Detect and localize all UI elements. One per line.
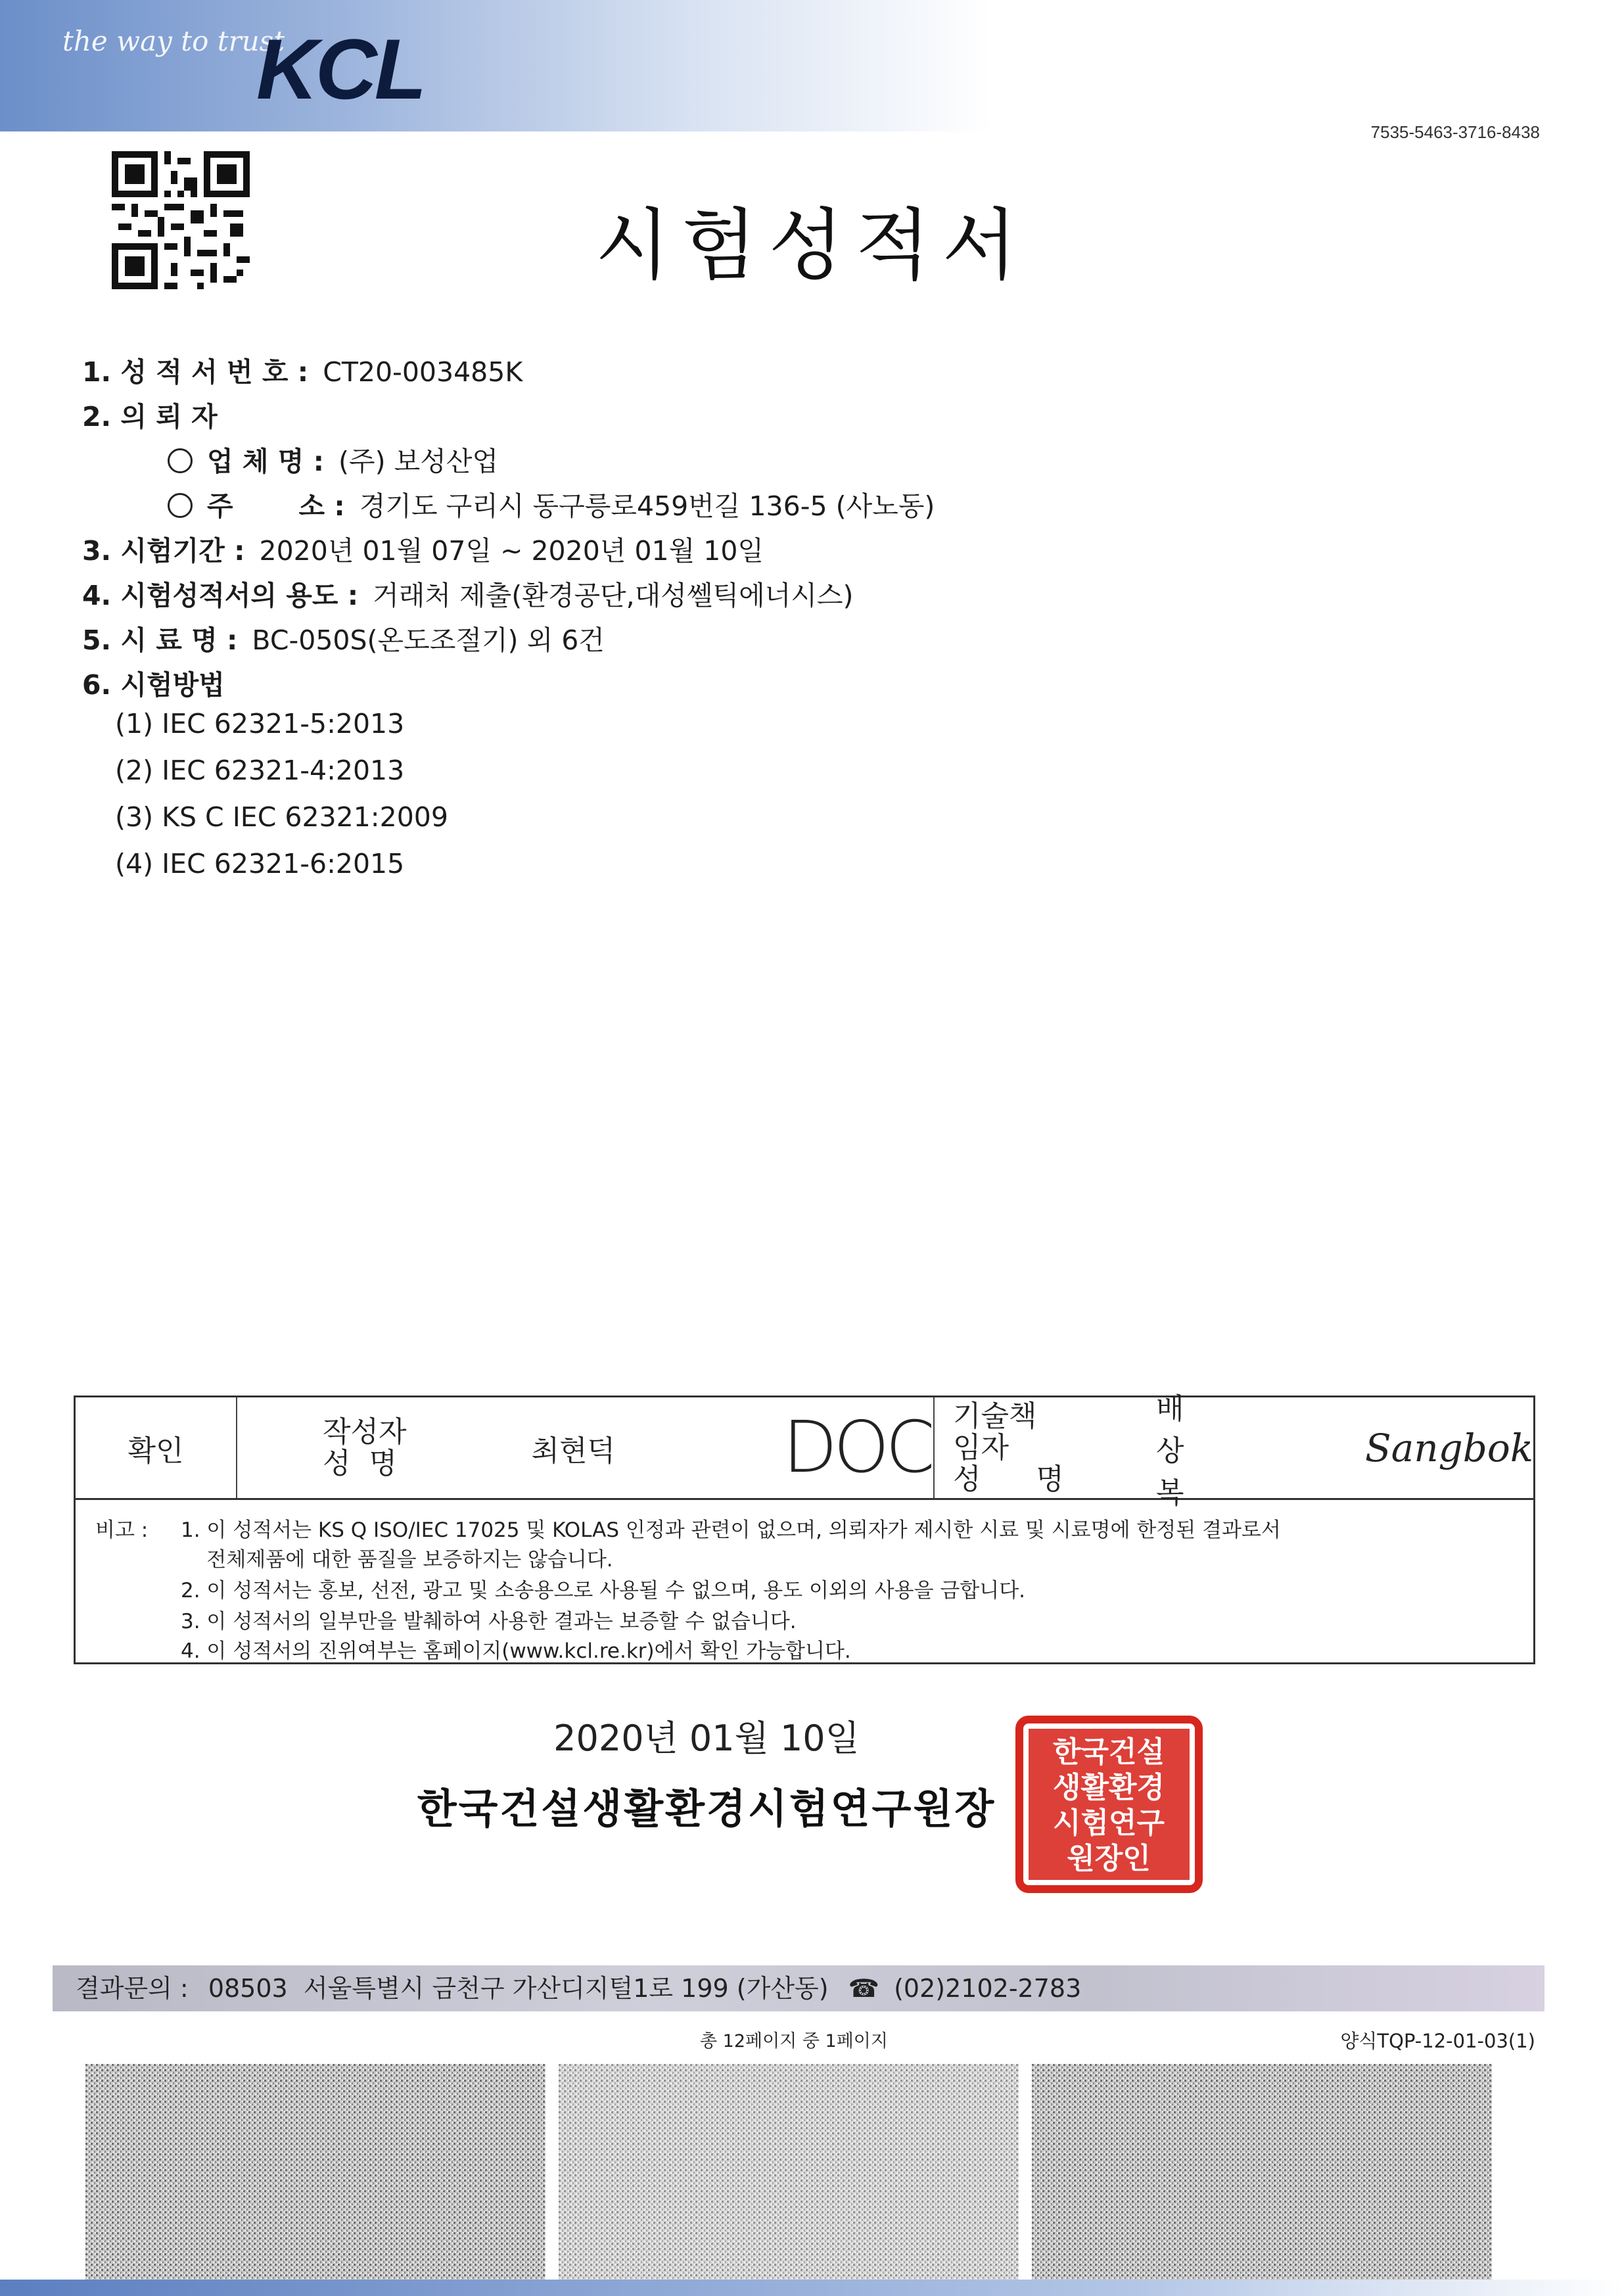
company-name: (주) 보성산업 [338,446,499,477]
method-item: (4) IEC 62321-6:2015 [115,848,405,879]
remark-line: 4. 이 성적서의 진위여부는 홈페이지(www.kcl.re.kr)에서 확인 가능합니다. [181,1639,851,1663]
tech-labels [953,1401,1064,1495]
sample-row [82,619,605,657]
address-row [168,484,935,523]
report-number-row [82,350,522,389]
confirm-label [76,1397,237,1498]
purpose-label: 4. 시험성적서의 용도 : [82,580,359,611]
report-number-label: 1. 성 적 서 번 호 : [82,356,309,388]
svg-text:원장인: 원장인 [1067,1842,1151,1875]
method-item: (1) IEC 62321-5:2013 [115,708,405,739]
writer-labels [323,1417,407,1480]
security-pattern [1032,2064,1492,2289]
method-item: (3) KS C IEC 62321:2009 [115,801,448,833]
confirmation-table [74,1392,1535,1510]
report-number: CT20-003485K [323,356,523,388]
sample-name: BC-050S(온도조절기) 외 6건 [252,624,605,656]
writer-name: 최현덕 [531,1434,616,1468]
address: 경기도 구리시 동구릉로459번길 136-5 (사노동) [359,490,935,522]
svg-text:시험연구: 시험연구 [1052,1806,1165,1840]
issue-date: 2020년 01월 10일 [553,1718,860,1759]
contact-address: 08503 서울특별시 금천구 가산디지털1로 199 (가산동) [208,1974,829,2003]
footer-bar [0,2280,1624,2296]
writer-name-label: 성 명 [323,1446,397,1480]
remark-line: 2. 이 성적서는 홍보, 선전, 광고 및 소송용으로 사용될 수 없으며, 용도 이외의 사용을 금합니다. [181,1579,1026,1603]
phone-icon: ☎ [848,1974,880,2003]
official-seal-icon [1015,1716,1203,1893]
period-row [82,529,764,568]
method-label: 6. 시험방법 [82,669,225,701]
sample-label: 5. 시 료 명 : [82,624,238,656]
tech-signature: Sangbok [1365,1425,1533,1470]
kcl-logo: KCL [256,21,425,117]
circle-bullet-icon [168,493,193,518]
writer-label: 작성자 [323,1415,407,1449]
tech-name-label: 성 명 [953,1462,1064,1496]
method-row [82,663,225,702]
writer-cell [237,1397,935,1498]
svg-text:생활환경: 생활환경 [1052,1771,1165,1804]
test-period: 2020년 01월 07일 ~ 2020년 01월 10일 [259,535,764,567]
tech-manager-cell [935,1392,1533,1510]
remark-line: 3. 이 성적서의 일부만을 발췌하여 사용한 결과는 보증할 수 없습니다. [181,1610,797,1633]
svg-text:한국건설: 한국건설 [1052,1735,1165,1769]
address-label: 주 소 : [207,490,345,522]
remarks-box [74,1500,1535,1664]
client-label: 2. 의 뢰 자 [82,401,218,433]
remark-line: 1. 이 성적서는 KS Q ISO/IEC 17025 및 KOLAS 인정과 관련이 없으며, 의뢰자가 제시한 시료 및 시료명에 한정된 결과로서 [181,1518,1281,1542]
contact-bar [53,1965,1544,2011]
purpose: 거래처 제출(환경공단,대성쎌틱에너시스) [373,580,854,611]
page-info: 총 12페이지 중 1페이지 [700,2031,888,2051]
page-title: 시험성적서 [595,200,1029,291]
contact-label: 결과문의 : [76,1974,189,2003]
header-banner [0,0,992,131]
security-pattern [559,2064,1019,2289]
tagline: the way to trust [62,25,285,57]
method-item: (2) IEC 62321-4:2013 [115,755,405,786]
security-pattern [85,2064,545,2289]
period-label: 3. 시험기간 : [82,535,245,567]
circle-bullet-icon [168,448,193,473]
document-id: 7535-5463-3716-8438 [1370,122,1540,142]
remarks-label: 비고 : [95,1518,149,1542]
confirm-label-text: 확인 [128,1434,184,1468]
writer-signature: DOC [783,1407,931,1489]
tech-manager-name: 배상복 [1155,1392,1184,1510]
tech-label: 기술책임자 [953,1399,1037,1464]
purpose-row [82,574,854,613]
company-label: 업 체 명 : [207,446,325,477]
contact-phone: (02)2102-2783 [894,1974,1082,2003]
organization-name: 한국건설생활환경시험연구원장 [417,1785,996,1833]
form-number: 양식TQP-12-01-03(1) [1340,2030,1535,2052]
company-row [168,440,498,479]
remark-line: 전체제품에 대한 품질을 보증하지는 않습니다. [181,1548,613,1572]
client-row [82,395,218,434]
